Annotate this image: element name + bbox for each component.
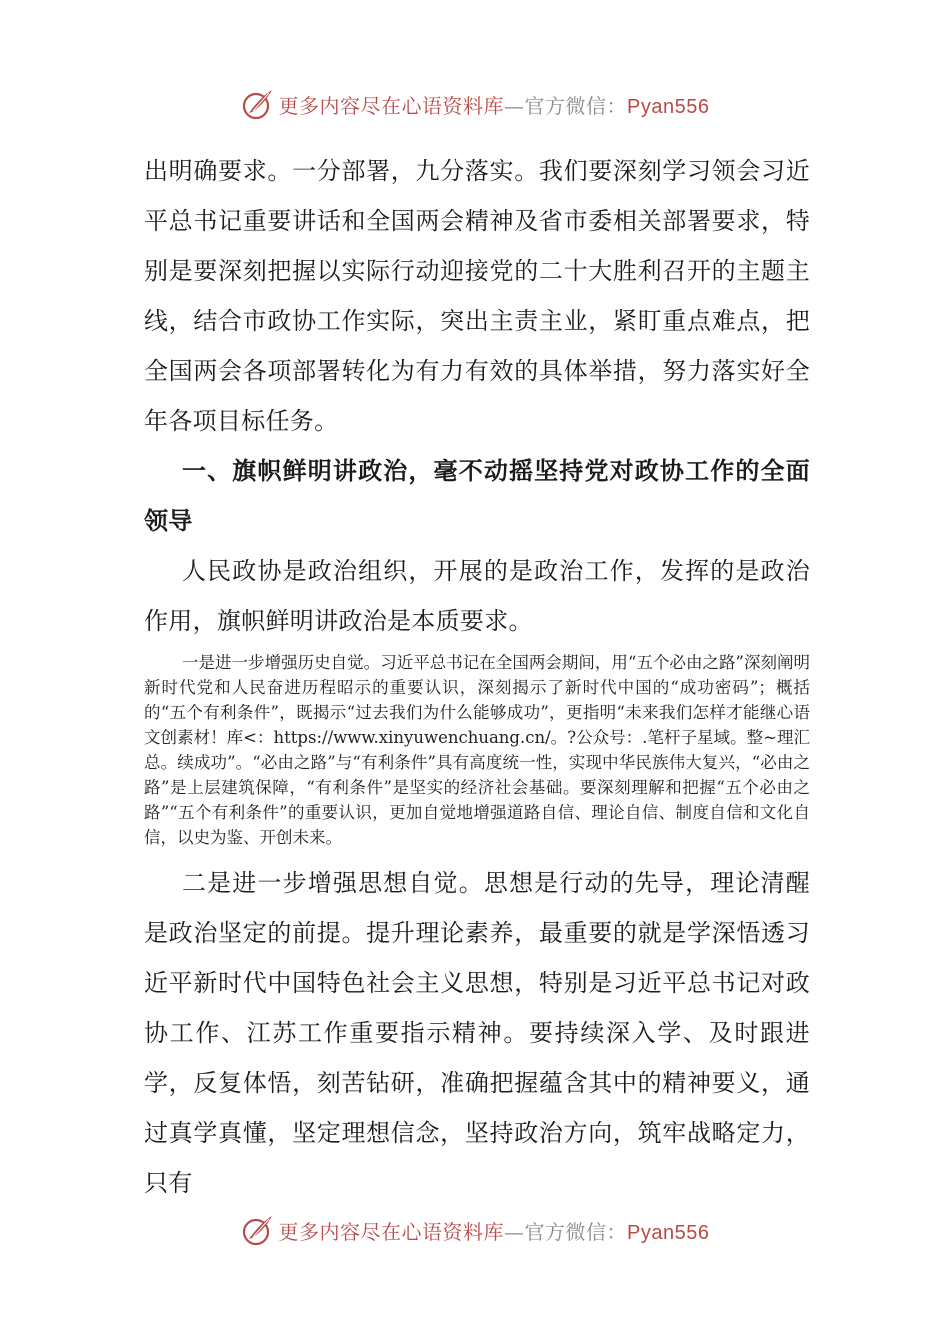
banner-mid: 官方微信： [524, 1219, 628, 1244]
paragraph-3-small: 一是进一步增强历史自觉。习近平总书记在全国两会期间，用“五个必由之路”深刻阐明新时代党和人民奋进历程昭示的重要认识，深刻揭示了新时代中国的“成功密码”；概括的“五个有利条件”，既揭示“过去我们为什么能够成功”，更指明“未来我们怎样才能继心语文创素材！库<：https://www.xinyuwenchuang.cn/。?公众号：.笔杆子星域。整~理汇总。续成功”。“必由之路”与“有利条件”具有高度统一性，实现中华民族伟大复兴，“必由之路”是上层建筑保障，“有利条件”是坚实的经济社会基础。要深刻理解和把握“五个必由之路”“五个有利条件”的重要认识，更加自觉地增强道路自信、理论自信、制度自信和文化自信，以史为鉴、开创未来。 [144, 653, 810, 847]
quill-logo-icon [241, 87, 275, 121]
banner-prefix: 更多内容尽在心语资料库 [278, 1219, 505, 1244]
paragraph-2: 人民政协是政治组织，开展的是政治工作，发挥的是政治作用，旗帜鲜明讲政治是本质要求。 [144, 557, 810, 635]
banner-text [279, 90, 710, 119]
banner-id: Pyan556 [627, 1221, 710, 1244]
header-banner [0, 84, 950, 124]
section-heading-1: 一、旗帜鲜明讲政治，毫不动摇坚持党对政协工作的全面领导 [144, 457, 810, 535]
banner-id: Pyan556 [627, 95, 710, 118]
banner-mid: 官方微信： [524, 93, 628, 118]
banner-dash: — [504, 1219, 525, 1244]
banner-prefix: 更多内容尽在心语资料库 [278, 93, 505, 118]
footer-banner [0, 1210, 950, 1250]
paragraph-4: 二是进一步增强思想自觉。思想是行动的先导，理论清醒是政治坚定的前提。提升理论素养，最重要的就是学深悟透习近平新时代中国特色社会主义思想，特别是习近平总书记对政协工作、江苏工作重要指示精神。要持续深入学、及时跟进学，反复体悟，刻苦钻研，准确把握蕴含其中的精神要义，通过真学真懂，坚定理想信念，坚持政治方向，筑牢战略定力，只有 [144, 869, 810, 1197]
banner-text [279, 1216, 710, 1245]
quill-logo-icon [241, 1213, 275, 1247]
document-body [144, 146, 810, 1208]
paragraph-1: 出明确要求。一分部署，九分落实。我们要深刻学习领会习近平总书记重要讲话和全国两会精神及省市委相关部署要求，特别是要深刻把握以实际行动迎接党的二十大胜利召开的主题主线，结合市政协工作实际，突出主责主业，紧盯重点难点，把全国两会各项部署转化为有力有效的具体举措，努力落实好全年各项目标任务。 [144, 157, 810, 435]
banner-dash: — [504, 93, 525, 118]
